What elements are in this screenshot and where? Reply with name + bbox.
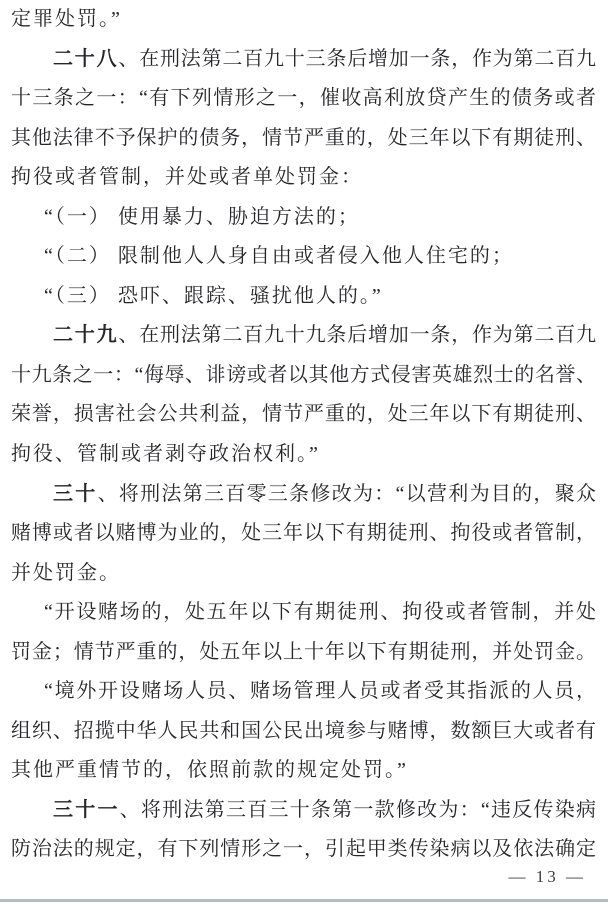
text-line: 拘役、管制或者剥夺政治权利。” — [11, 443, 320, 466]
section-number: 二十九 — [53, 324, 119, 347]
document-lines — [11, 0, 596, 870]
text-line: “（一） 使用暴力、胁迫方法的； — [44, 205, 360, 228]
section-number: 二十八 — [53, 47, 119, 70]
text-line: 十三条之一：“有下列情形之一，催收高利放贷产生的债务或者 — [11, 87, 596, 110]
text-line: 三十、将刑法第三百零三条修改为：“以营利为目的，聚众 — [53, 482, 596, 505]
section-number: 三十一 — [53, 798, 120, 821]
text-line: 并处罚金。 — [11, 561, 121, 584]
text-line: “境外开设赌场人员、赌场管理人员或者受其指派的人员， — [44, 680, 596, 703]
text-line: “（二） 限制他人人身自由或者侵入他人住宅的； — [44, 245, 514, 268]
text-line: 其他严重情节的，依照前款的规定处罚。” — [11, 759, 408, 782]
text-line: 组织、招揽中华人民共和国公民出境参与赌博，数额巨大或者有 — [11, 719, 596, 742]
text-line: 赌博或者以赌博为业的，处三年以下有期徒刑、拘役或者管制， — [11, 522, 596, 545]
text-line: “（三） 恐吓、跟踪、骚扰他人的。” — [44, 284, 383, 307]
text-line: 荣誉，损害社会公共利益，情节严重的，处三年以下有期徒刑、 — [11, 403, 596, 426]
page-edge-line — [0, 899, 608, 902]
text-line: “开设赌场的，处五年以下有期徒刑、拘役或者管制，并处 — [44, 601, 596, 624]
text-line: 定罪处罚。” — [11, 8, 122, 30]
text-line: 其他法律不予保护的债务，情节严重的，处三年以下有期徒刑、 — [11, 126, 596, 149]
text-line: 二十八、在刑法第二百九十三条后增加一条，作为第二百九 — [53, 47, 596, 70]
section-number: 三十 — [53, 482, 98, 505]
text-line: 二十九、在刑法第二百九十九条后增加一条，作为第二百九 — [53, 324, 596, 347]
text-line: 拘役或者管制，并处或者单处罚金： — [11, 166, 363, 189]
page-number: — 13 — — [508, 867, 586, 886]
text-line: 三十一、将刑法第三百三十条第一款修改为：“违反传染病 — [53, 798, 596, 821]
text-line: 十九条之一：“侮辱、诽谤或者以其他方式侵害英雄烈士的名誉、 — [11, 363, 596, 386]
text-line: 罚金；情节严重的，处五年以上十年以下有期徒刑，并处罚金。 — [11, 640, 596, 663]
text-line: 防治法的规定，有下列情形之一，引起甲类传染病以及依法确定 — [11, 838, 596, 861]
